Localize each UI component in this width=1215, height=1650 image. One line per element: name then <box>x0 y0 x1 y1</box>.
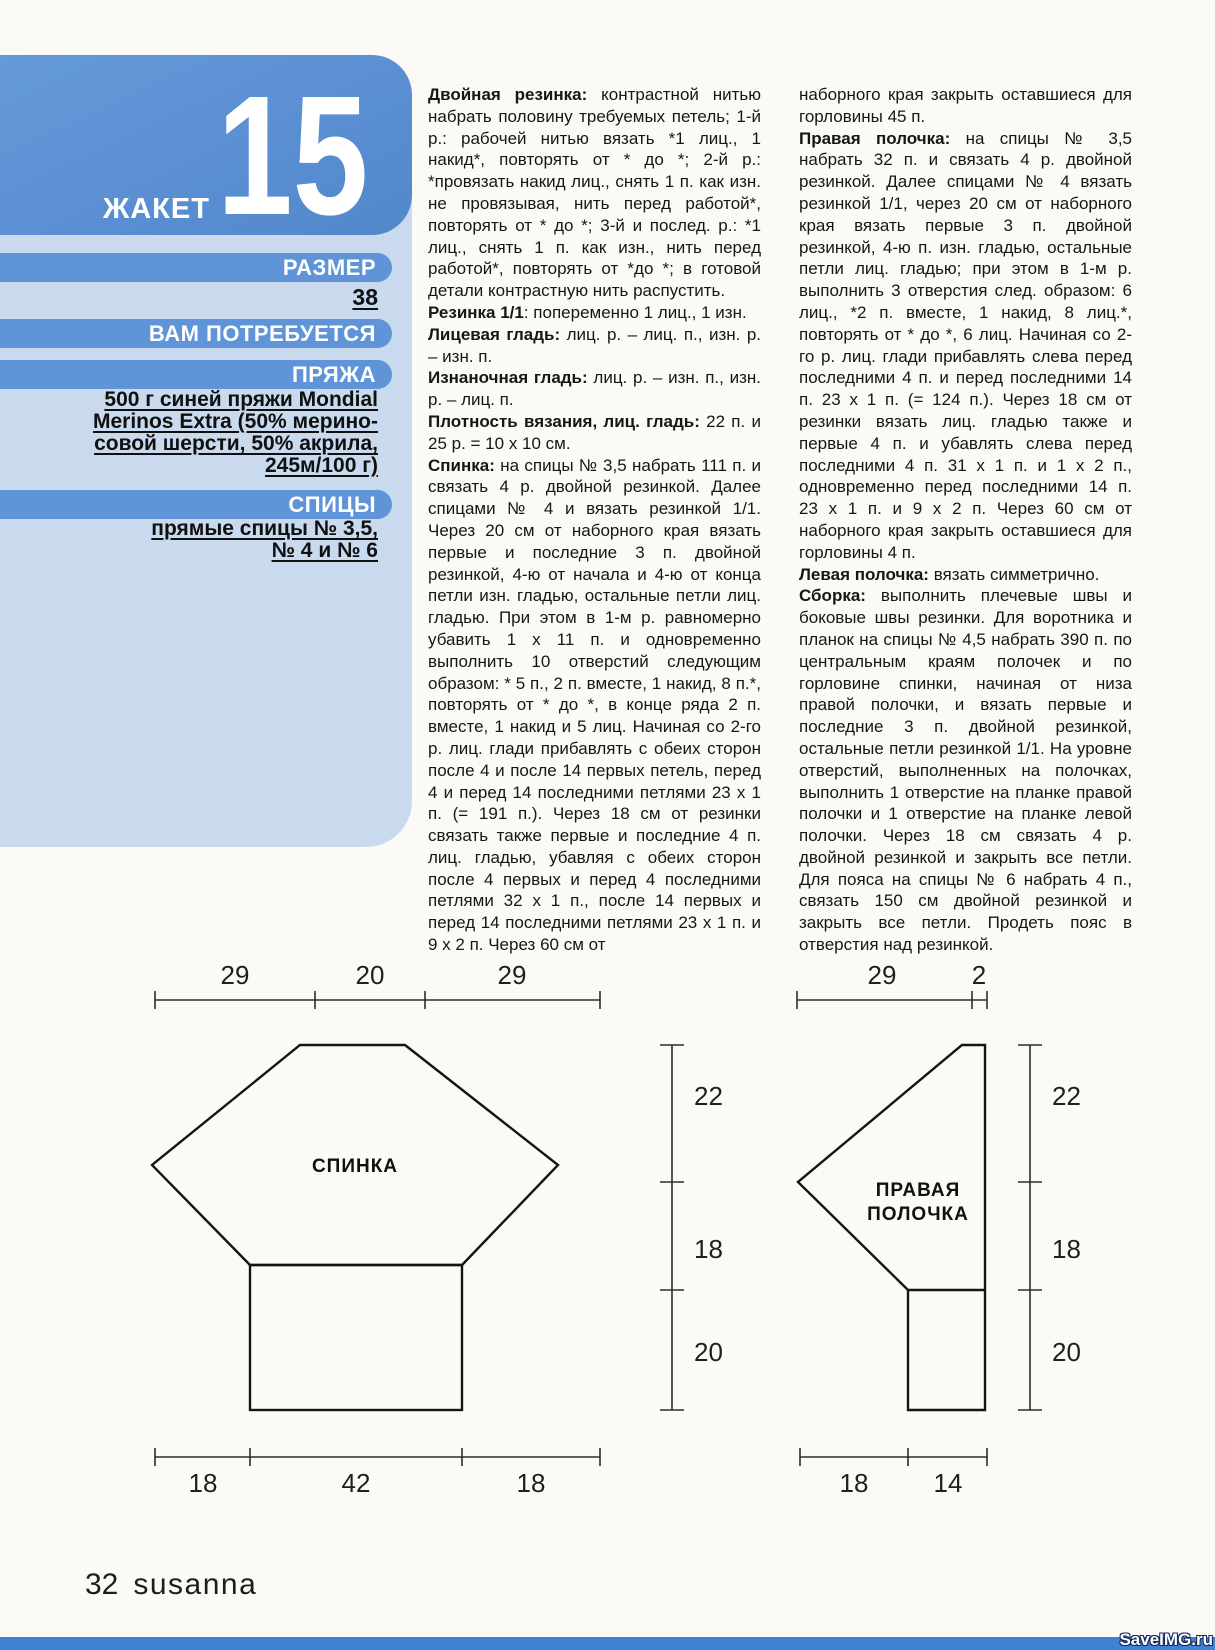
dimension-label: 18 <box>1052 1234 1081 1264</box>
model-number: 15 <box>217 61 369 251</box>
back-bottom-dimension-line <box>155 1448 600 1466</box>
dimension-label: 42 <box>341 1468 371 1498</box>
back-top-dimension-line <box>155 991 600 1009</box>
dimension-label: 20 <box>1052 1337 1081 1367</box>
right-front-bottom-dimension-line <box>800 1448 987 1466</box>
back-diagram <box>152 960 723 1498</box>
yarn-section-header: ПРЯЖА <box>0 360 392 389</box>
instruction-paragraph: Резинка 1/1: попеременно 1 лиц., 1 изн. <box>428 302 747 322</box>
right-front-diagram <box>797 960 1081 1498</box>
instruction-paragraph: Сборка: выполнить плечевые швы и боковые швы резинки. Для воротника и планок на спицы № 4,5 набрать 390 п. по центральным краям полочек и по горловине спинки, начиная от низа правой полочки, и вязать первые и последние 3 п. двойной резинкой, остальные петли резинкой 1/1. На уровне отверстий, выполненных на полочках, выполнить 1 отверстие на планке правой полочки и 1 отверстие на планке левой полочки. Через 18 см связать 4 р. двойной резинкой и закрыть все петли. Для пояса на спицы № 6 набрать 4 п., связать 150 см двойной резинкой и закрыть все петли. Продеть пояс в отверстия над резинкой. <box>799 586 1132 955</box>
watermark: SaveIMG.ru <box>1119 1630 1213 1649</box>
right-front-side-dimension-line <box>1018 1045 1042 1410</box>
instruction-paragraph: Левая полочка: вязать симметрично. <box>799 564 1100 584</box>
pattern-header-box <box>0 55 412 251</box>
requirements-section-header: ВАМ ПОТРЕБУЕТСЯ <box>0 319 392 348</box>
dimension-label: 18 <box>516 1468 546 1498</box>
right-front-piece-label: ПОЛОЧКА <box>867 1204 969 1225</box>
pattern-title: ЖАКЕТ <box>103 193 210 225</box>
instruction-paragraph: Лицевая гладь: лиц. р. – лиц. п., изн. р. – изн. п. <box>428 324 762 366</box>
back-piece-label: СПИНКА <box>311 1156 399 1177</box>
size-value: 38 <box>352 284 378 310</box>
dimension-label: 18 <box>694 1234 723 1264</box>
dimension-label: 22 <box>1052 1081 1081 1111</box>
page-footer <box>85 1568 257 1602</box>
dimension-label: 22 <box>694 1081 723 1111</box>
instructions-column-1 <box>428 84 761 956</box>
magazine-name: susanna <box>133 1568 258 1601</box>
dimension-label: 18 <box>188 1468 218 1498</box>
back-side-dimension-line <box>660 1045 684 1410</box>
dimension-label: 20 <box>694 1337 723 1367</box>
instruction-paragraph: Спинка: на спицы № 3,5 набрать 111 п. и связать 4 р. двойной резинкой. Далее спицами № 4 и вязать резинкой 1/1. Через 20 см от наборного края вязать первые и последние 3 п. двойной резинкой, 4-ю от начала и 4-ю от конца петли изн. гладью, остальные петли лиц. гладью. При этом в 1-м р. равномерно убавить 1 х 11 п. и одновременно выполнить 10 отверстий следующим образом: * 5 п., 2 п. вместе, 1 накид, 8 п.*, повторять от * до *, в конце ряда 2 п. вместе, 1 накид и 5 лиц. Начиная со 2-го р. лиц. глади прибавлять с обеих сторон после 4 и после 14 первых петель, перед 4 и перед 14 последними петлями 23 х 1 п. (= 191 п.). Через 18 см от резинки связать также первые и последние 4 п. лиц. гладью, убавляя с обеих сторон после 4 первых и перед 4 последними петлями 32 х 1 п., после 14 первых и перед 14 последними петлями 23 х 1 п. и 9 х 2 п. Через 60 см от <box>428 455 761 955</box>
dimension-label: 20 <box>355 960 385 990</box>
dimension-label: 29 <box>497 960 527 990</box>
back-piece-outline <box>152 1045 558 1265</box>
dimension-label: 29 <box>867 960 897 990</box>
dimension-label: 29 <box>220 960 250 990</box>
dimension-label: 2 <box>971 960 987 990</box>
dimension-label: 14 <box>933 1468 963 1498</box>
bottom-accent-bar <box>0 1637 1215 1650</box>
instruction-paragraph: Правая полочка: на спицы № 3,5 набрать 32 п. и связать 4 р. двойной резинкой. Далее спицами № 4 вязать резинкой 1/1, через 20 см от наборного края вязать первые 3 п. двойной резинкой, 4-ю п. изн. гладью, остальные петли лиц. гладью; при этом в 1-м р. выполнить 3 отверстия след. образом: 6 лиц., *2 п. вместе, 1 накид, 8 лиц.*, повторять от * до *, 6 лиц. Начиная со 2-го р. лиц. глади прибавлять слева перед последними 4 п. и перед последними 14 п. 23 х 1 п. (= 124 п.). Через 18 см от резинки вязать лиц. гладью также и первые 4 п. и убавлять слева перед последними 4 п. 31 х 1 п. и 1 х 2 п., одновременно перед последними 14 п. 23 х 1 п. и 9 х 2 п. Через 60 см от наборного края закрыть оставшиеся для горловины 4 п. <box>799 128 1133 562</box>
instruction-paragraph: Изнаночная гладь: лиц. р. – изн. п., изн. р. – лиц. п. <box>428 368 761 410</box>
needles-details: прямые спицы № 3,5, № 4 и № 6 <box>151 517 378 562</box>
instructions-column-2 <box>799 84 1132 956</box>
instruction-paragraph: наборного края закрыть оставшиеся для горловины 45 п. <box>799 85 1132 126</box>
instruction-paragraph: Двойная резинка: контрастной нитью набрать половину требуемых петель; 1-й р.: рабочей нитью вязать *1 лиц., 1 накид*, повторять от * до *; 2-й р.: *провязать накид лиц., снять 1 п. как изн. не провязывая, нить перед работой*, повторять от * до *; 3-й и послед. р.: *1 лиц., снять 1 п. как изн., нить перед работой*, повторять от *до *; в готовой детали контрастную нить распустить. <box>428 85 762 301</box>
size-section-header: РАЗМЕР <box>0 253 392 282</box>
right-front-piece-label: ПРАВАЯ <box>875 1180 961 1201</box>
right-front-piece-outline <box>798 1045 985 1410</box>
pattern-schematics <box>0 930 1215 1500</box>
dimension-label: 18 <box>839 1468 869 1498</box>
back-piece-ribbing <box>250 1265 462 1410</box>
instruction-paragraph: Плотность вязания, лиц. гладь: 22 п. и 25 р. = 10 х 10 см. <box>428 411 761 453</box>
right-front-top-dimension-line <box>797 991 987 1009</box>
page-number: 32 <box>85 1568 119 1601</box>
needles-section-header: СПИЦЫ <box>0 490 392 519</box>
yarn-details: 500 г синей пряжи Mondial Merinos Extra (50% мерино- совой шерсти, 50% акрила, 245м/100 г) <box>92 388 378 477</box>
